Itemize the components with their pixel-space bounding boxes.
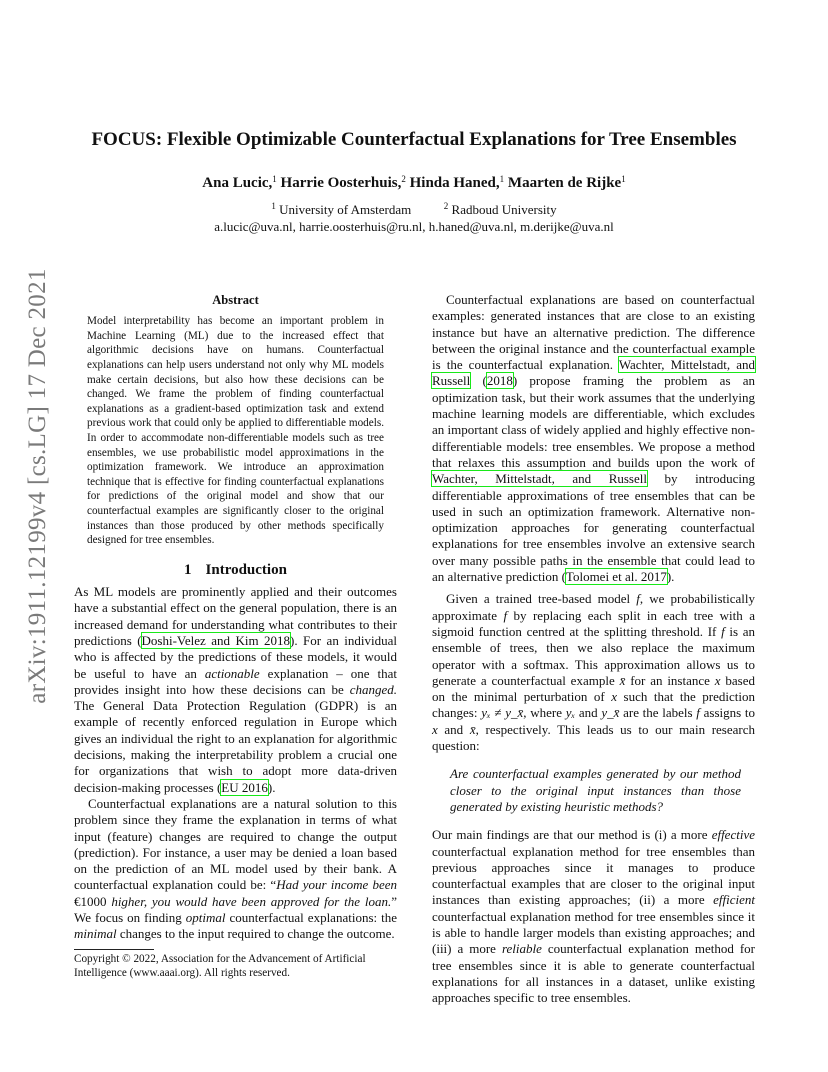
affiliations xyxy=(60,201,768,235)
citation-link[interactable]: Wachter, Mittelstadt, and Russell xyxy=(432,471,647,487)
arxiv-sidebar xyxy=(18,268,58,704)
citation-year-link[interactable]: 2018 xyxy=(486,373,513,389)
citation-link[interactable]: Tolomei et al. 2017 xyxy=(565,569,667,585)
copyright-notice: Copyright © 2022, Association for the Advancement of Artificial Intelligence (www.aaai.org). All rights reserved. xyxy=(74,952,366,979)
research-question: Are counterfactual examples generated by our method closer to the original input instances than those generated by existing heuristic methods? xyxy=(450,766,741,814)
body-paragraph: Counterfactual explanations are based on counterfactual examples: generated instances that are close to an existing instance but have an alternative prediction. The difference between the original instance and the counterfactual example is the counterfactual explanation. Wachter, Mittelstadt, and Russell (2018) propose framing the problem as an optimization task, but their work assumes that the underlying machine learning models are differentiable, which excludes an important class of widely applied and highly effective non-differentiable models: tree ensembles. We propose a method that relaxes this assumption and builds upon the work of Wachter, Mittelstadt, and Russell by introducing differentiable approximations of tree ensembles that can be used in such an optimization framework. Alternative non-optimization approaches for generating counterfactual explanations for tree ensembles involve an extensive search over many possible paths in the ensemble that could lead to an alternative prediction (Tolomei et al. 2017). xyxy=(432,292,756,585)
section-heading-introduction: 1 Introduction xyxy=(184,561,287,578)
left-column xyxy=(74,292,397,980)
footnote-rule xyxy=(74,949,154,950)
intro-paragraph: Counterfactual explanations are a natural solution to this problem since they frame the explanation in terms of what input (feature) changes are required to change the output (prediction). For instance, a user may be denied a loan based on the prediction of an ML model used by their bank. A counterfactual explanation could be: “Had your income been €1000 higher, you would have been approved for the loan.” We focus on finding optimal counterfactual explanations: the minimal changes to the input required to change the outcome. xyxy=(74,795,397,942)
author: Maarten de Rijke$^1$ xyxy=(507,174,626,191)
author-list xyxy=(60,175,768,192)
right-column xyxy=(432,292,755,1006)
author: Ana Lucic,$^1$ xyxy=(202,174,277,191)
abstract-heading: Abstract xyxy=(212,293,259,307)
intro-paragraph: As ML models are prominently applied and their outcomes have a substantial effect on the general population, there is an increased demand for understanding what contributes to their predictions (Doshi-Velez and Kim 2018). For an individual who is affected by the predictions of these models, it would be useful to have an actionable explanation – one that provides insight into how these decisions can be changed. The General Data Protection Regulation (GDPR) is an example of recently enforced regulation in Europe which gives an individual the right to an explanation for algorithmic decisions, making the interpretability problem a crucial one for organizations that wish to adopt more data-driven decision-making processes (EU 2016). xyxy=(74,584,397,795)
paper-title: FOCUS: Flexible Optimizable Counterfactual Explanations for Tree Ensembles xyxy=(91,129,737,150)
body-paragraph: Given a trained tree-based model f, we probabilistically approximate f by replacing each split in each tree with a sigmoid function centred at the splitting threshold. If f is an ensemble of trees, then we also replace the maximum operator with a softmax. This approximation allows us to generate a counterfactual example x̄ for an instance x based on the minimal perturbation of x such that the prediction changes: yₓ ≠ y_x̄, where yₓ and y_x̄ are the labels f assigns to x and x̄, respectively. This leads us to our main research question: xyxy=(432,591,756,754)
affiliation: $^2$ Radboud University xyxy=(443,201,557,217)
abstract-text: Model interpretability has become an important problem in Machine Learning (ML) due to the increased effect that algorithmic decisions have on humans. Counterfactual explanations can help users understand not only why ML models make certain decisions, but also how these decisions can be changed. We frame the problem of finding counterfactual explanations as a gradient-based optimization task and extend previous work that could only be applied to differentiable models. In order to accommodate non-differentiable models such as tree ensembles, we use probabilistic model approximations in the optimization framework. We introduce an approximation technique that is effective for finding counterfactual explanations for predictions of the original model and show that our counterfactual examples are significantly closer to the original instances than those produced by other methods specifically designed for tree ensembles. xyxy=(87,315,384,547)
citation-link[interactable]: Doshi-Velez and Kim 2018 xyxy=(141,632,291,648)
citation-link[interactable]: Wachter, Mittelstadt, and Russell xyxy=(432,357,755,389)
emails: a.lucic@uva.nl, harrie.oosterhuis@ru.nl, h.haned@uva.nl, m.derijke@uva.nl xyxy=(214,219,614,234)
author: Harrie Oosterhuis,$^2$ xyxy=(280,174,406,191)
affiliation: $^1$ University of Amsterdam xyxy=(271,201,412,217)
arxiv-id: arXiv:1911.12199v4 [cs.LG] 17 Dec 2021 xyxy=(24,268,51,704)
author: Hinda Haned,$^1$ xyxy=(409,174,505,191)
citation-link[interactable]: EU 2016 xyxy=(221,779,268,795)
body-paragraph: Our main findings are that our method is (i) a more effective counterfactual explanation method for tree ensembles than previous approaches since it manages to produce counterfactual examples that are closer to the original input instances than existing approaches; (ii) a more efficient counterfactual explanation method for tree ensembles since it is able to handle larger models than existing approaches; and (iii) a more reliable counterfactual explanation method for tree ensembles since it is able to generate counterfactual explanations for all instances in a dataset, unlike existing approaches specific to tree ensembles. xyxy=(432,827,755,1006)
